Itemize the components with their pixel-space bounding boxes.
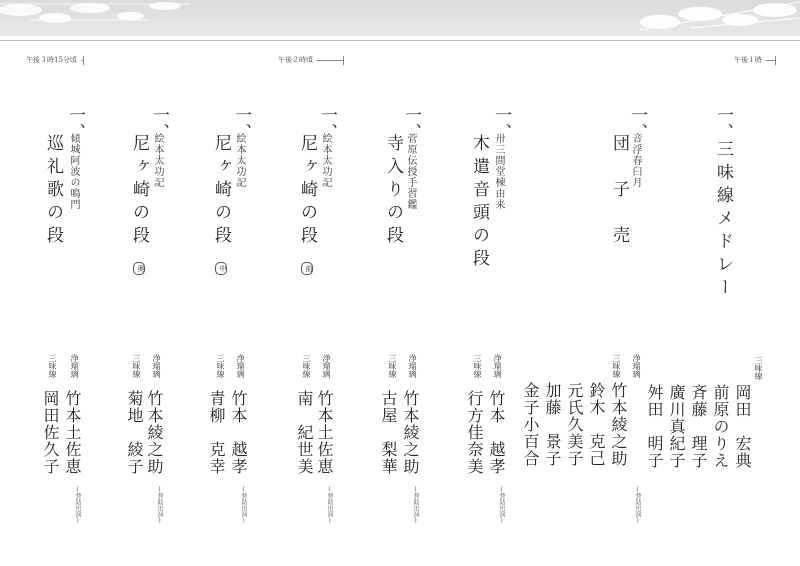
program-title: 尼ヶ崎の段 bbox=[297, 134, 317, 249]
role-label-shamisen: 三味線 bbox=[48, 354, 57, 378]
performer-name: 行方佳奈美 bbox=[465, 390, 484, 475]
role-label-shamisen: 三味線 bbox=[612, 354, 621, 378]
program-number-mark: 一、 bbox=[65, 106, 85, 140]
performer-name: 金子小百合 bbox=[521, 382, 540, 467]
role-label-joruri: 浄瑠璃 bbox=[408, 354, 417, 378]
role-label-shamisen: 三味線 bbox=[754, 356, 763, 380]
performer-name: 南 紀世美 bbox=[295, 390, 314, 475]
program-number-mark: 一、 bbox=[149, 106, 169, 140]
performer-name: 竹本土佐恵 bbox=[315, 390, 334, 475]
performer-name: 竹本綾之助 bbox=[145, 390, 164, 475]
guest-note: (賛助出演) bbox=[412, 486, 419, 524]
program-number-mark: 一、 bbox=[627, 106, 647, 140]
program-prefix: 菅原伝授手習鑑 bbox=[405, 133, 416, 210]
role-label-joruri: 浄瑠璃 bbox=[632, 354, 641, 378]
performer-name: 竹本 越孝 bbox=[487, 390, 506, 475]
role-label-shamisen: 三味線 bbox=[302, 354, 311, 378]
time-label-1515 bbox=[22, 53, 84, 67]
performer-name: 竹本綾之助 bbox=[401, 390, 420, 475]
performer-name: 岡田 宏典 bbox=[733, 384, 752, 469]
role-label-shamisen: 三味線 bbox=[216, 354, 225, 378]
performer-name: 古屋 梨華 bbox=[379, 390, 398, 475]
role-label-joruri: 浄瑠璃 bbox=[493, 354, 502, 378]
header-divider bbox=[0, 40, 800, 41]
guest-note: (賛助出演) bbox=[74, 486, 81, 524]
time-label-text: 午後３時15分頃 bbox=[22, 55, 81, 65]
program-title: 巡礼歌の段 bbox=[43, 134, 63, 249]
guest-note: (賛助出演) bbox=[326, 486, 333, 524]
guest-note: (賛助出演) bbox=[156, 486, 163, 524]
program-prefix: 絵本太功記 bbox=[320, 133, 331, 188]
program-title: 団 子 売 bbox=[609, 134, 629, 249]
performer-name: 青柳 克幸 bbox=[207, 390, 226, 475]
performer-name: 前原のりえ bbox=[711, 384, 730, 469]
time-label-text: 午後２時頃 bbox=[274, 55, 317, 65]
program-number-mark: 一、 bbox=[401, 106, 421, 140]
role-label-shamisen: 三味線 bbox=[388, 354, 397, 378]
performer-name: 竹本 越孝 bbox=[229, 390, 248, 475]
program-title: 尼ヶ崎の段 bbox=[211, 134, 231, 249]
pine-branch-left-decoration bbox=[0, 0, 200, 36]
time-label-text: 午後１時 bbox=[730, 55, 766, 65]
performer-name: 舛田 明子 bbox=[645, 384, 664, 469]
performer-name: 廣川真紀子 bbox=[667, 384, 686, 469]
guest-note: (賛助出演) bbox=[240, 486, 247, 524]
time-label-1400 bbox=[274, 53, 344, 67]
role-label-joruri: 浄瑠璃 bbox=[70, 354, 79, 378]
performer-name: 岡田佐久子 bbox=[41, 390, 60, 475]
role-label-shamisen: 三味線 bbox=[132, 354, 141, 378]
program-title: 寺入りの段 bbox=[383, 134, 403, 249]
time-label-1300 bbox=[730, 53, 776, 67]
role-label-joruri: 浄瑠璃 bbox=[236, 354, 245, 378]
performer-name: 菊地 綾子 bbox=[125, 390, 144, 475]
performer-name: 斉藤 理子 bbox=[689, 384, 708, 469]
role-label-shamisen: 三味線 bbox=[473, 354, 482, 378]
program-number-mark: 一、 bbox=[231, 106, 251, 140]
performer-name: 加藤 景子 bbox=[543, 382, 562, 467]
role-label-joruri: 浄瑠璃 bbox=[322, 354, 331, 378]
role-label-joruri: 浄瑠璃 bbox=[152, 354, 161, 378]
program-prefix: 卅三間堂棟由来 bbox=[493, 133, 504, 210]
program-title: 三味線メドレー bbox=[713, 140, 733, 301]
performer-name: 竹本綾之助 bbox=[609, 382, 628, 467]
performer-name: 元氏久美子 bbox=[565, 382, 584, 467]
program-title: 尼ヶ崎の段 bbox=[129, 134, 149, 249]
program-number-mark: 一、 bbox=[713, 106, 733, 140]
performer-name: 竹本土佐恵 bbox=[63, 390, 82, 475]
program-prefix: 音浮春臼月 bbox=[630, 133, 641, 188]
performer-name: 鈴木 克己 bbox=[587, 382, 606, 467]
part-marker: 中 bbox=[215, 262, 227, 275]
program-number-mark: 一、 bbox=[491, 106, 511, 140]
guest-note: (賛助出演) bbox=[634, 486, 641, 524]
program-number-mark: 一、 bbox=[317, 106, 337, 140]
header-band bbox=[0, 0, 800, 36]
program-prefix: 傾城阿波の鳴門 bbox=[68, 133, 79, 210]
part-marker: 前 bbox=[301, 262, 313, 275]
program-title: 木遣音頭の段 bbox=[469, 134, 489, 272]
program-prefix: 絵本太功記 bbox=[234, 133, 245, 188]
program-prefix: 絵本太功記 bbox=[152, 133, 163, 188]
part-marker: 奥 bbox=[133, 262, 145, 275]
pine-branch-right-decoration bbox=[630, 0, 800, 36]
guest-note: (賛助出演) bbox=[498, 486, 505, 524]
